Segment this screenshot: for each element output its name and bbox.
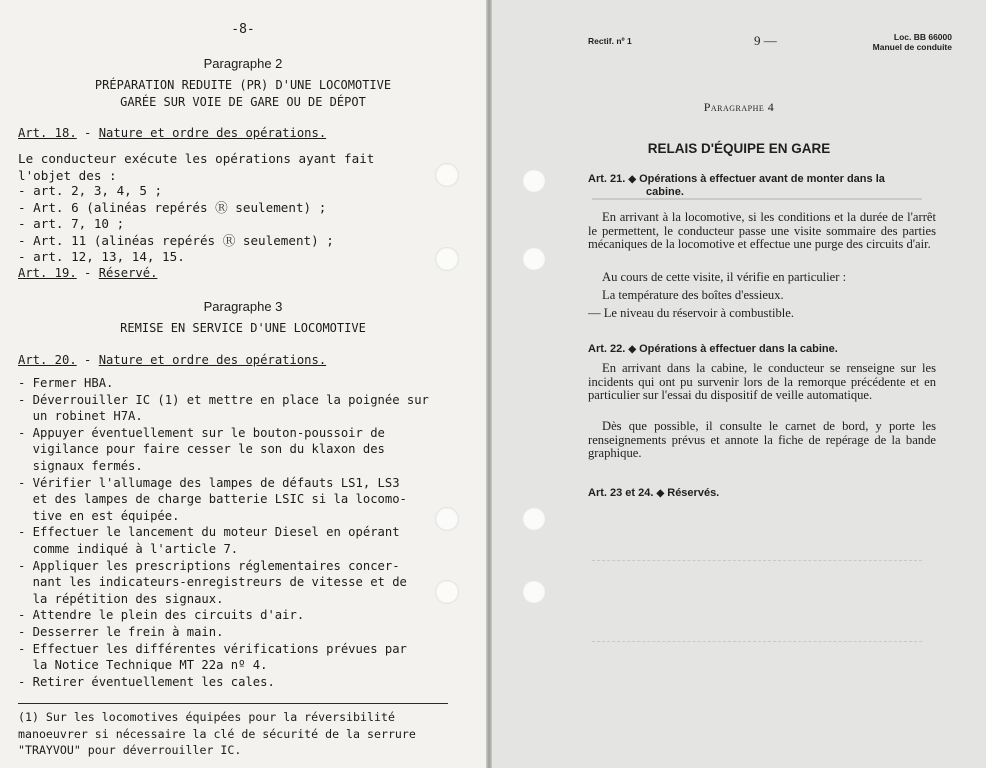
list-item: et des lampes de charge batterie LSIC si la locomo- [18, 492, 407, 507]
list-item: comme indiqué à l'article 7. [18, 541, 239, 556]
list-item: nant les indicateurs-enregistreurs de vitesse et de [18, 575, 407, 590]
binder-hole [522, 169, 546, 193]
art23-24-title: Réservés. [667, 487, 720, 499]
list-item: - Effectuer les différentes vérifications prévues par [18, 641, 407, 656]
list-item: - art. 7, 10 ; [18, 216, 125, 232]
paragraph-3-heading: REMISE EN SERVICE D'UNE LOCOMOTIVE [120, 321, 366, 335]
art18-number: Art. 18. [18, 126, 77, 140]
art18-list [18, 183, 334, 266]
list-item: - Appliquer les prescriptions réglementaires concer- [18, 558, 400, 573]
list-item: - Fermer HBA. [18, 376, 114, 390]
list-item: un robinet H7A. [18, 409, 143, 424]
footnote-line: (1) Sur les locomotives équipées pour la réversibilité [18, 710, 395, 724]
diamond-icon: ◆ [656, 488, 665, 499]
list-item: - Appuyer éventuellement sur le bouton-poussoir de [18, 425, 385, 440]
art20-number: Art. 20. [18, 353, 77, 367]
art18-intro-line2: l'objet des : [18, 168, 117, 183]
footnote [18, 709, 416, 759]
art18-dash: - [76, 126, 99, 140]
art21-title-line1: Opérations à effectuer avant de monter dans la [639, 173, 885, 185]
list-item: - Vérifier l'allumage des lampes de défauts LS1, LS3 [18, 475, 400, 490]
art21-body2: Au cours de cette visite, il vérifie en particulier : [602, 270, 847, 284]
show-through-shadow [592, 560, 922, 642]
art22-number: Art. 22. [588, 343, 626, 355]
art22-heading [588, 343, 838, 355]
list-item: - Art. 11 (alinéas repérés Ⓡ seulement) ; [18, 232, 334, 248]
diamond-icon: ◆ [628, 174, 637, 185]
binder-hole [522, 247, 546, 271]
list-item: - Déverrouiller IC (1) et mettre en place la poignée sur [18, 392, 429, 407]
art21-item1: La température des boîtes d'essieux. [602, 288, 784, 302]
header-rectif: Rectif. nº 1 [588, 36, 632, 46]
list-item: - Effectuer le lancement du moteur Diesel en opérant [18, 525, 400, 540]
header-manual [832, 32, 952, 52]
paragraph-2-heading-line2: GARÉE SUR VOIE DE GARE OU DE DÉPOT [120, 95, 366, 109]
list-item: - Desserrer le frein à main. [18, 624, 224, 639]
paragraph-2-heading-line1: PRÉPARATION REDUITE (PR) D'UNE LOCOMOTIVE [94, 78, 392, 92]
list-item: la répétition des signaux. [18, 591, 224, 606]
art22-title: Opérations à effectuer dans la cabine. [639, 343, 838, 355]
art22-body2: Dès que possible, il consulte le carnet de bord, y porte les renseignements prévus et annote la fiche de repérage de la bande graphique. [588, 419, 936, 461]
section-heading: RELAIS D'ÉQUIPE EN GARE [647, 141, 831, 156]
paragraph-2-title: Paragraphe 2 [203, 56, 283, 71]
art23-24-heading [588, 487, 719, 499]
binder-hole [435, 507, 459, 531]
paragraph-4-title: Paragraphe 4 [703, 100, 775, 114]
art19-heading [18, 266, 157, 280]
art19-number: Art. 19. [18, 266, 77, 280]
page-number-right: 9 — [754, 33, 777, 48]
art23-24-number: Art. 23 et 24. [588, 487, 654, 499]
list-item: vigilance pour faire cesser le son du klaxon des [18, 442, 385, 457]
binder-hole [435, 163, 459, 187]
binder-hole [522, 507, 546, 531]
art20-title: Nature et ordre des opérations. [98, 353, 327, 367]
art21-body: En arrivant à la locomotive, si les conditions et la durée de l'arrêt le permettent, le conducteur passe une visite sommaire des parties mécaniques de la locomotive et effectue une purge des circuits d'air. [588, 210, 936, 252]
list-item: - art. 2, 3, 4, 5 ; [18, 183, 163, 198]
art18-heading [18, 126, 326, 140]
list-item: - Retirer éventuellement les cales. [18, 674, 275, 689]
binder-hole [435, 247, 459, 271]
list-item: - Art. 6 (alinéas repérés Ⓡ seulement) ; [18, 199, 327, 215]
left-page [0, 0, 486, 768]
art21-number: Art. 21. [588, 173, 626, 185]
footnote-line: manoeuvrer si nécessaire la clé de sécurité de la serrure [18, 726, 416, 741]
right-page [492, 0, 986, 768]
art21-item2: — Le niveau du réservoir à combustible. [588, 306, 794, 320]
binder-hole [435, 580, 459, 604]
art20-list [18, 375, 429, 690]
header-manual-line2: Manuel de conduite [872, 42, 952, 52]
art21-heading [588, 173, 948, 199]
art20-dash: - [76, 353, 99, 367]
art19-title: Réservé. [98, 266, 158, 280]
binder-hole [522, 580, 546, 604]
list-item: signaux fermés. [18, 458, 143, 473]
art22-body1: En arrivant dans la cabine, le conducteur se renseigne sur les incidents qui ont pu survenir lors de la remorque précédente et en particulier sur l'essai du dispositif de veille automatique. [588, 361, 936, 403]
art19-dash: - [76, 266, 99, 280]
paragraph-3-title: Paragraphe 3 [203, 299, 283, 314]
list-item: - Attendre le plein des circuits d'air. [18, 608, 305, 623]
footnote-divider [18, 703, 448, 704]
art21-title-line2: cabine. [646, 186, 684, 198]
header-manual-line1: Loc. BB 66000 [893, 32, 952, 42]
list-item: - art. 12, 13, 14, 15. [18, 249, 185, 265]
art20-heading [18, 353, 326, 367]
list-item: tive en est équipée. [18, 508, 180, 523]
diamond-icon: ◆ [628, 344, 637, 355]
page-number-left: -8- [231, 22, 255, 37]
list-item: la Notice Technique MT 22a nº 4. [18, 658, 268, 673]
art18-title: Nature et ordre des opérations. [98, 126, 327, 140]
footnote-line: "TRAYVOU" pour déverrouiller IC. [18, 743, 242, 758]
art18-intro-line1: Le conducteur exécute les opérations ayant fait [18, 151, 375, 166]
